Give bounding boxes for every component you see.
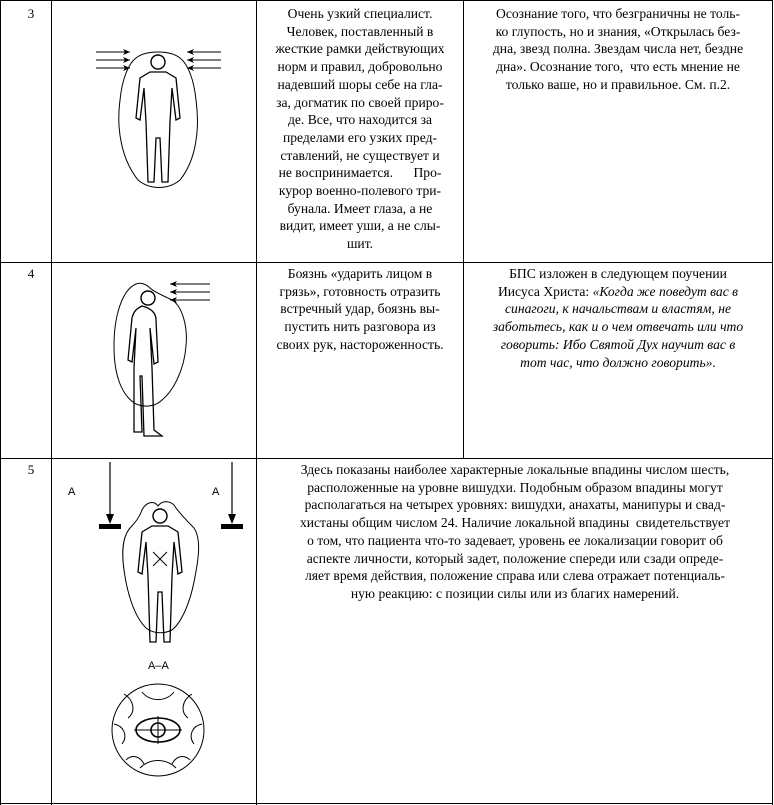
quote-fragment: «Когда же поведут вас в xyxy=(592,283,739,299)
text-line: Осознание того, что безграничны не толь- xyxy=(496,6,740,21)
figure-defensive-stance-drawing xyxy=(106,276,212,444)
text-line: шит. xyxy=(346,236,374,252)
text-line: располагаться на четырех уровнях: вишудхи, анахаты, манипуры и свад- xyxy=(304,497,726,513)
figure-local-hollows xyxy=(62,462,252,797)
row3-note xyxy=(466,5,770,94)
row4-description xyxy=(260,265,460,354)
table-border-left xyxy=(0,0,1,805)
text-line: дна, звезд полна. Звездам числа нет, бездне xyxy=(492,41,744,57)
text-line: о том, что пациента что-то задевает, уровень ее локализации говорит об xyxy=(307,532,723,548)
text-line: видит, имеет уши, а не слы- xyxy=(279,218,441,234)
text-line: расположенные на уровне вишудхи. Подобным образом впадины могут xyxy=(307,479,723,495)
col-divider-2 xyxy=(256,0,257,805)
text-line: ко глупость, но и знания, «Открылась без- xyxy=(495,23,741,39)
text-line: грязь», готовность отразить xyxy=(279,283,441,299)
text-line: тот час, что должно говорить». xyxy=(520,354,716,370)
row-divider-4-5 xyxy=(0,458,773,459)
table-border-right xyxy=(772,0,773,805)
text-line: заботьтесь, как и о чем отвечать или что xyxy=(492,319,744,335)
table-border-bottom xyxy=(0,803,773,804)
figure-defensive-stance xyxy=(106,276,212,444)
row3-description xyxy=(260,5,460,253)
text-line: встречный удар, боязнь вы- xyxy=(280,301,440,317)
text-line: БПС изложен в следующем поучении xyxy=(509,266,727,281)
text-line: бунала. Имеет глаза, а не xyxy=(287,200,433,216)
text-line: Очень узкий специалист. xyxy=(287,6,433,21)
text-line: не воспринимается. Про- xyxy=(278,165,442,181)
text-line: курор военно-полевого три- xyxy=(278,183,442,199)
text-fragment: Иисуса Христа: xyxy=(497,283,590,299)
section-label-right: А xyxy=(212,486,220,498)
col-divider-3 xyxy=(463,0,464,458)
row4-note xyxy=(466,265,770,371)
text-line: аспекте личности, который задет, положение спереди или сзади опреде- xyxy=(306,550,724,566)
text-line: надевший шоры себе на гла- xyxy=(277,76,443,92)
text-line: де. Все, что находится за xyxy=(287,112,432,128)
text-line: за, догматик по своей приро- xyxy=(276,94,444,110)
row-number: 3 xyxy=(27,6,35,21)
text-line xyxy=(466,283,770,301)
text-line: ставлений, не существует и xyxy=(280,147,440,163)
text-line: только ваше, но и правильное. См. п.2. xyxy=(505,76,731,92)
text-line: Здесь показаны наиболее характерные локальные впадины числом шесть, xyxy=(300,462,730,477)
text-line: пределами его узких пред- xyxy=(282,129,438,145)
row-divider-top xyxy=(0,0,773,1)
text-line: норм и правил, добровольно xyxy=(277,59,443,75)
text-line: говорить: Ибо Святой Дух научит вас в xyxy=(500,336,736,352)
row-number: 5 xyxy=(27,462,35,477)
row-divider-3-4 xyxy=(0,262,773,263)
figure-narrow-specialist-drawing xyxy=(96,40,221,190)
text-line: своих рук, настороженность. xyxy=(276,336,444,352)
text-line: Боязнь «ударить лицом в xyxy=(287,266,433,281)
text-line: пустить нить разговора из xyxy=(284,319,436,335)
row-number: 4 xyxy=(27,266,35,281)
section-caption: А–А xyxy=(148,660,169,672)
text-line: синагоги, к начальствам и властям, не xyxy=(505,301,731,317)
text-line: хистаны общим числом 24. Наличие локальной впадины свидетельствует xyxy=(299,515,731,531)
text-line: дна». Осознание того, что есть мнение не xyxy=(496,59,740,75)
figure-narrow-specialist xyxy=(96,40,221,190)
text-line: ляет время действия, положение справа или слева отражает потенциаль- xyxy=(305,568,725,584)
section-label-left: А xyxy=(68,486,76,498)
text-line: Человек, поставленный в xyxy=(286,23,434,39)
col-divider-1 xyxy=(51,0,52,805)
text-line: ную реакцию: с позиции силы или из благих намерений. xyxy=(350,585,680,601)
figure-local-hollows-drawing xyxy=(62,462,252,797)
text-line: жесткие рамки действующих xyxy=(275,41,445,57)
row5-text xyxy=(259,461,771,603)
